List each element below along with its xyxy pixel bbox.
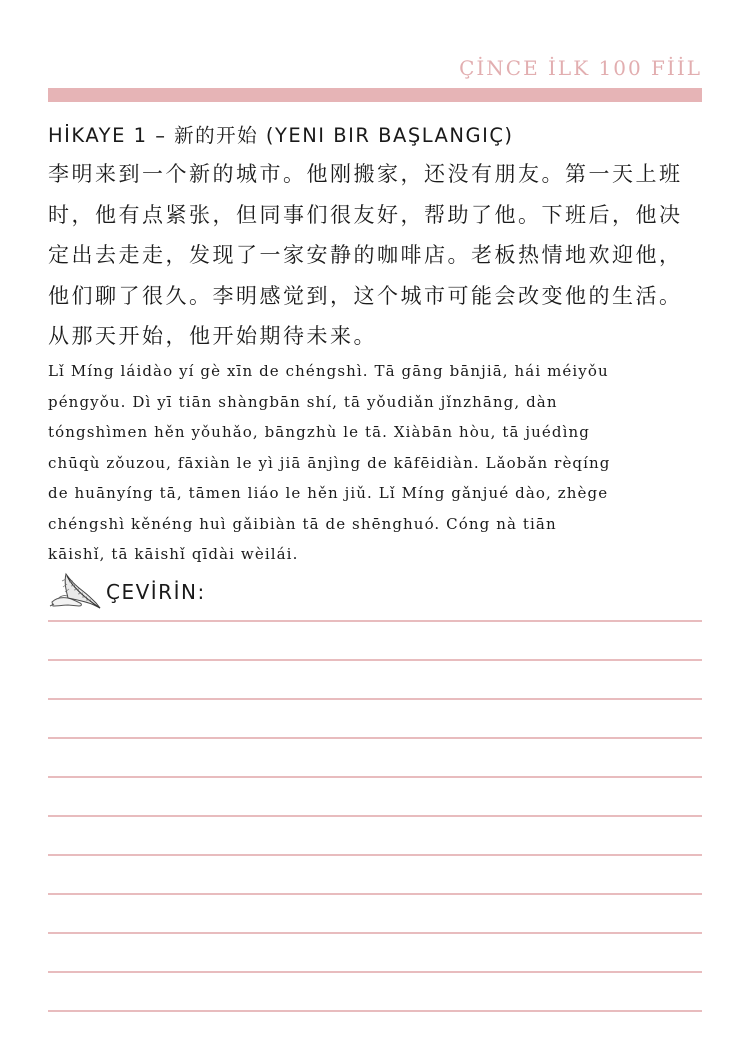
writing-line	[48, 737, 702, 739]
writing-line	[48, 932, 702, 934]
pinyin-line: kāishǐ, tā kāishǐ qīdài wèilái.	[48, 545, 299, 563]
pinyin-line: chéngshì kěnéng huì gǎibiàn tā de shēnghuó. Cóng nà tiān	[48, 514, 557, 533]
pinyin-line: péngyǒu. Dì yī tiān shàngbān shí, tā yǒudiǎn jǐnzhāng, dàn	[48, 392, 558, 411]
writing-line	[48, 698, 702, 700]
writing-line	[48, 1010, 702, 1012]
chinese-line: 定出去走走，发现了一家安静的咖啡店。老板热情地欢迎他，	[48, 243, 683, 267]
chinese-line: 从那天开始，他开始期待未来。	[48, 324, 377, 348]
chinese-line: 时，他有点紧张，但同事们很友好，帮助了他。下班后，他决	[48, 202, 683, 227]
chinese-line: 李明来到一个新的城市。他刚搬家，还没有朋友。第一天上班	[48, 162, 683, 186]
story-title: HİKAYE 1 – 新的开始 (YENI BIR BAŞLANGIÇ)	[48, 124, 514, 147]
writing-line	[48, 776, 702, 778]
writing-line	[48, 971, 702, 973]
pinyin-line: chūqù zǒuzou, fāxiàn le yì jiā ānjìng de kāfēidiàn. Lǎobǎn rèqíng	[48, 453, 611, 472]
header-bar	[48, 88, 702, 102]
quill-pen-icon	[48, 572, 104, 612]
writing-line	[48, 815, 702, 817]
pinyin-line: de huānyíng tā, tāmen liáo le hěn jiǔ. Lǐ Míng gǎnjué dào, zhège	[48, 484, 609, 502]
writing-line	[48, 854, 702, 856]
pinyin-line: tóngshìmen hěn yǒuhǎo, bāngzhù le tā. Xiàbān hòu, tā juédìng	[48, 423, 590, 441]
writing-line	[48, 620, 702, 622]
pinyin-line: Lǐ Míng láidào yí gè xīn de chéngshì. Tā gāng bānjiā, hái méiyǒu	[48, 362, 609, 380]
writing-line	[48, 659, 702, 661]
translate-label: ÇEVİRİN:	[106, 580, 206, 604]
story-pinyin-text	[48, 356, 708, 570]
story-chinese-text	[48, 154, 728, 357]
header-title: ÇİNCE İLK 100 FİİL	[459, 56, 702, 80]
chinese-line: 他们聊了很久。李明感觉到，这个城市可能会改变他的生活。	[48, 283, 683, 308]
writing-line	[48, 893, 702, 895]
translate-heading	[48, 572, 206, 612]
